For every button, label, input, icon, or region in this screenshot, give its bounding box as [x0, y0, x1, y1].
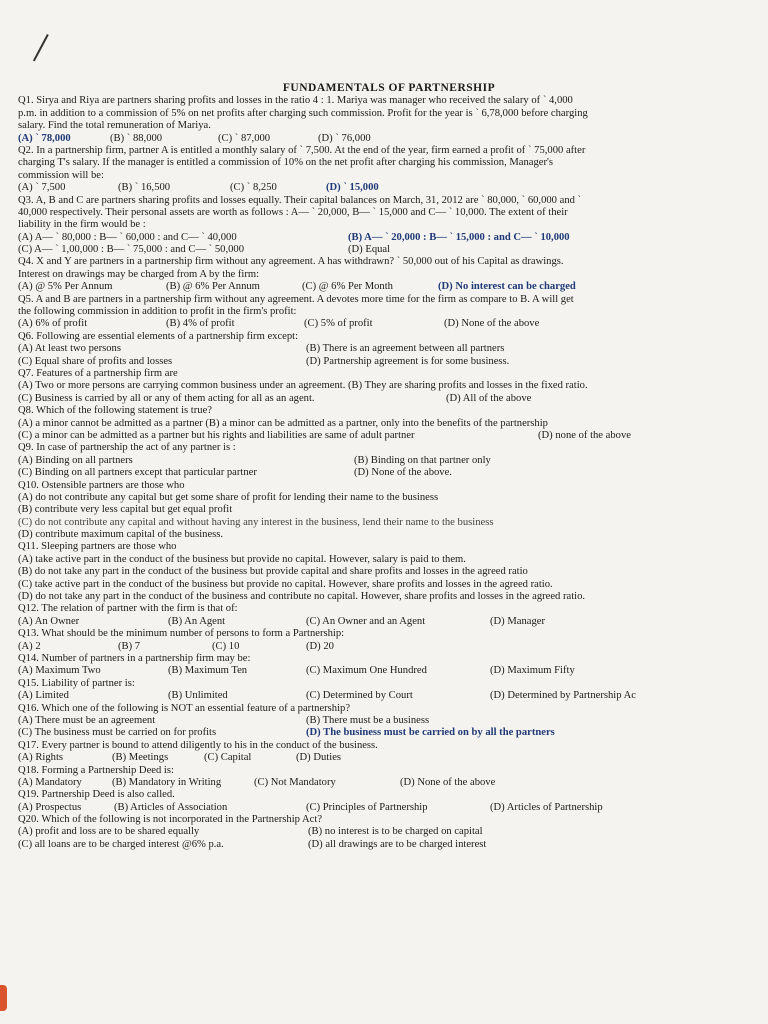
q16-option-d: (D) The business must be carried on by all the partners: [306, 727, 555, 739]
q6-option-d: (D) Partnership agreement is for some business.: [306, 355, 510, 367]
q20-text-line1: Q20. Which of the following is not incorporated in the Partnership Act?: [18, 814, 323, 826]
q12-option-c: (C) An Owner and an Agent: [306, 615, 426, 627]
q19-option-d: (D) Articles of Partnership: [490, 801, 603, 813]
q9-option-a: (A) Binding on all partners: [18, 454, 133, 466]
q14-text-line1: Q14. Number of partners in a partnership firm may be:: [18, 652, 251, 664]
q12-option-b: (B) An Agent: [168, 615, 226, 627]
q15-text-line1: Q15. Liability of partner is:: [18, 677, 135, 689]
q1-text-line2: p.m. in addition to a commission of 5% on net profits after charging such commission. Profit for the year is ` 6,78,000 before charging: [18, 107, 588, 119]
q4-option-a: (A) @ 5% Per Annum: [18, 281, 113, 293]
q2-text-line3: commission will be:: [18, 169, 104, 181]
q4-text-line1: Q4. X and Y are partners in a partnership firm without any agreement. A has withdrawn? ` 50,000 out of his Capital as drawings.: [18, 256, 564, 268]
q5-text-line1: Q5. A and B are partners in a partnership firm without any agreement. A devotes more time for the firm as compare to B. A will get: [18, 293, 574, 305]
q16-text-line1: Q16. Which one of the following is NOT an essential feature of a partnership?: [18, 702, 351, 714]
q12-option-a: (A) An Owner: [18, 615, 80, 627]
q2-text-line1: Q2. In a partnership firm, partner A is entitled a monthly salary of ` 7,500. At the end of the year, firm earned a profit of ` 75,000 after: [18, 144, 586, 156]
q9-options-row1: [18, 455, 730, 467]
q16-option-a: (A) There must be an agreement: [18, 714, 156, 726]
q7-options-ab: (A) Two or more persons are carrying common business under an agreement. (B) They are sharing profits and losses in the fixed ratio.: [18, 380, 588, 392]
q19-option-a: (A) Prospectus: [18, 801, 82, 813]
q18-option-b: (B) Mandatory in Writing: [112, 776, 222, 788]
q20-options-row1: [18, 826, 730, 838]
q19-options: [18, 802, 730, 814]
q3-option-a: (A) A— ` 80,000 : B— ` 60,000 : and C— ` 40,000: [18, 231, 237, 243]
q15-option-b: (B) Unlimited: [168, 690, 228, 702]
q19-text-line1: Q19. Partnership Deed is also called.: [18, 789, 175, 801]
q11-option-c: (C) take active part in the conduct of the business but provide no capital. However, share profits and losses in the agreed ratio.: [18, 578, 553, 590]
q3-text-line2: 40,000 respectively. Their personal assets are worth as follows : A— ` 20,000, B— ` 15,000 and C— ` 10,000. The extent of their: [18, 206, 568, 218]
q8-options-cd: [18, 430, 730, 442]
q14-option-c: (C) Maximum One Hundred: [306, 665, 427, 677]
q12-text-line1: Q12. The relation of partner with the firm is that of:: [18, 603, 238, 615]
q7-option-c: (C) Business is carried by all or any of them acting for all as an agent.: [18, 392, 315, 404]
q20-options-row2: [18, 839, 730, 851]
q6-option-b: (B) There is an agreement between all partners: [306, 343, 505, 355]
q3-option-c: (C) A— ` 1,00,000 : B— ` 75,000 : and C— ` 50,000: [18, 244, 244, 256]
q5-option-c: (C) 5% of profit: [304, 318, 373, 330]
q13-option-a: (A) 2: [18, 640, 41, 652]
q14-option-a: (A) Maximum Two: [18, 665, 101, 677]
q16-options-row1: [18, 715, 730, 727]
q16-options-row2: [18, 727, 730, 739]
q4-option-b: (B) @ 6% Per Annum: [166, 281, 260, 293]
q3-text-line1: Q3. A, B and C are partners sharing profits and losses equally. Their capital balances on March, 31, 2012 are ` 80,000, ` 60,000 and `: [18, 194, 582, 206]
q9-option-b: (B) Binding on that partner only: [354, 454, 491, 466]
q6-options-row2: [18, 356, 730, 368]
q8-option-d: (D) none of the above: [538, 429, 631, 441]
q8-option-c: (C) a minor can be admitted as a partner but his rights and liabilities are same of adult partner: [18, 429, 415, 441]
q18-options: [18, 777, 730, 789]
q4-text-line2: Interest on drawings may be charged from A by the firm:: [18, 268, 260, 280]
q19-option-c: (C) Principles of Partnership: [306, 801, 428, 813]
q10-option-c: (C) do not contribute any capital and without having any interest in the business, lend their name to the business: [18, 516, 494, 528]
q16-option-b: (B) There must be a business: [306, 714, 430, 726]
q11-text-line1: Q11. Sleeping partners are those who: [18, 541, 177, 553]
q13-text-line1: Q13. What should be the minimum number of persons to form a Partnership:: [18, 628, 345, 640]
q8-options-ab: (A) a minor cannot be admitted as a partner (B) a minor can be admitted as a partner, only into the benefits of the partnership: [18, 417, 548, 429]
q18-text-line1: Q18. Forming a Partnership Deed is:: [18, 764, 174, 776]
q20-option-c: (C) all loans are to be charged interest @6% p.a.: [18, 838, 224, 850]
q3-options-row2: [18, 244, 730, 256]
q5-option-b: (B) 4% of profit: [166, 318, 235, 330]
q11-option-a: (A) take active part in the conduct of the business but provide no capital. However, salary is paid to them.: [18, 553, 466, 565]
q10-option-a: (A) do not contribute any capital but get some share of profit for lending their name to the business: [18, 491, 439, 503]
q15-option-c: (C) Determined by Court: [306, 690, 413, 702]
q15-options: [18, 690, 730, 702]
q13-option-c: (C) 10: [212, 640, 240, 652]
q16-option-c: (C) The business must be carried on for profits: [18, 727, 217, 739]
q1-text-line1: Q1. Sirya and Riya are partners sharing profits and losses in the ratio 4 : 1. Mariya was manager who received the salary of ` 4,000: [18, 95, 573, 107]
q12-option-d: (D) Manager: [490, 615, 546, 627]
q17-options: [18, 752, 730, 764]
q12-options: [18, 616, 730, 628]
q2-option-b: (B) ` 16,500: [118, 182, 171, 194]
q13-option-b: (B) 7: [118, 640, 141, 652]
q4-options: [18, 281, 730, 293]
q11-option-b: (B) do not take any part in the conduct of the business but provide capital and share profits and losses in the agreed ratio: [18, 566, 528, 578]
q14-option-d: (D) Maximum Fifty: [490, 665, 575, 677]
q14-options: [18, 665, 730, 677]
q6-option-a: (A) At least two persons: [18, 343, 121, 355]
q20-option-d: (D) all drawings are to be charged interest: [308, 838, 487, 850]
q19-option-b: (B) Articles of Association: [114, 801, 228, 813]
q1-option-b: (B) ` 88,000: [110, 132, 163, 144]
q5-option-a: (A) 6% of profit: [18, 318, 88, 330]
q1-option-c: (C) ` 87,000: [218, 132, 271, 144]
q18-option-a: (A) Mandatory: [18, 776, 82, 788]
q9-option-d: (D) None of the above.: [354, 467, 452, 479]
q17-option-d: (D) Duties: [296, 752, 342, 764]
q17-option-c: (C) Capital: [204, 752, 252, 764]
q13-option-d: (D) 20: [306, 640, 334, 652]
q17-text-line1: Q17. Every partner is bound to attend diligently to his in the conduct of the business.: [18, 739, 378, 751]
q6-option-c: (C) Equal share of profits and losses: [18, 355, 173, 367]
q20-option-b: (B) no interest is to be charged on capital: [308, 826, 483, 838]
q10-text-line1: Q10. Ostensible partners are those who: [18, 479, 185, 491]
q15-option-a: (A) Limited: [18, 690, 69, 702]
q1-text-line3: salary. Find the total remuneration of Mariya.: [18, 120, 211, 132]
q11-option-d: (D) do not take any part in the conduct of the business and contribute no capital. However, share profits and losses in the agreed ratio.: [18, 591, 586, 603]
q2-option-d: (D) ` 15,000: [326, 182, 379, 194]
q3-text-line3: liability in the firm would be :: [18, 219, 146, 231]
q4-option-d: (D) No interest can be charged: [438, 281, 576, 293]
q7-text-line1: Q7. Features of a partnership firm are: [18, 368, 178, 379]
q1-options: [18, 133, 730, 145]
worksheet: [18, 82, 730, 851]
q8-text-line1: Q8. Which of the following statement is true?: [18, 405, 212, 417]
q13-options: [18, 641, 730, 653]
q18-option-c: (C) Not Mandatory: [254, 776, 336, 788]
q2-option-c: (C) ` 8,250: [230, 182, 277, 194]
q10-option-d: (D) contribute maximum capital of the business.: [18, 529, 224, 541]
page-edge-mark: [0, 985, 7, 1011]
q2-text-line2: charging T's salary. If the manager is entitled a commission of 10% on the net profit after charging his commission, Manager's: [18, 157, 554, 169]
q3-option-d: (D) Equal: [348, 244, 391, 256]
q2-options: [18, 182, 730, 194]
q1-option-a: (A) ` 78,000: [18, 132, 71, 144]
q15-option-d: (D) Determined by Partnership Ac: [490, 690, 636, 702]
q7-option-d: (D) All of the above: [446, 392, 532, 404]
q6-text-line1: Q6. Following are essential elements of a partnership firm except:: [18, 330, 299, 342]
q9-text-line1: Q9. In case of partnership the act of any partner is :: [18, 442, 236, 454]
page-title: FUNDAMENTALS OF PARTNERSHIP: [282, 82, 496, 94]
q9-option-c: (C) Binding on all partners except that particular partner: [18, 467, 257, 479]
q5-option-d: (D) None of the above: [444, 318, 540, 330]
q7-options-cd: [18, 393, 730, 405]
q4-option-c: (C) @ 6% Per Month: [302, 281, 393, 293]
q5-text-line2: the following commission in addition to profit in the firm's profit:: [18, 306, 297, 318]
q3-options-row1: [18, 232, 730, 244]
q17-option-b: (B) Meetings: [112, 752, 169, 764]
q3-option-b: (B) A— ` 20,000 : B— ` 15,000 : and C— ` 10,000: [348, 231, 570, 243]
q18-option-d: (D) None of the above: [400, 776, 496, 788]
pen-stroke-mark: [33, 34, 49, 61]
q6-options-row1: [18, 343, 730, 355]
q1-option-d: (D) ` 76,000: [318, 132, 371, 144]
q2-option-a: (A) ` 7,500: [18, 182, 66, 194]
q9-options-row2: [18, 467, 730, 479]
q5-options: [18, 318, 730, 330]
q17-option-a: (A) Rights: [18, 752, 64, 764]
q10-option-b: (B) contribute very less capital but get equal profit: [18, 504, 233, 516]
q14-option-b: (B) Maximum Ten: [168, 665, 248, 677]
q20-option-a: (A) profit and loss are to be shared equally: [18, 826, 200, 838]
